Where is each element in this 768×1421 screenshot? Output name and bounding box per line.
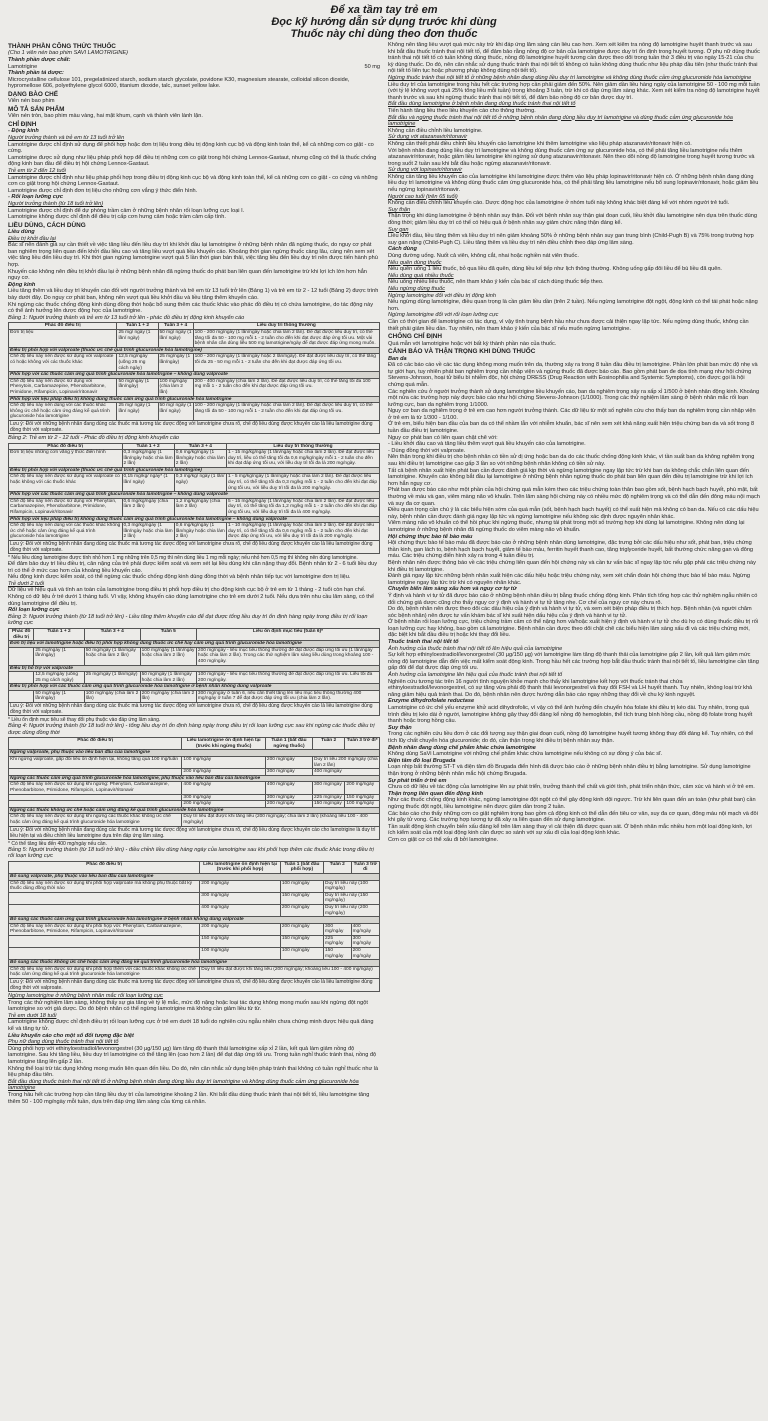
description-title: MÔ TẢ SẢN PHẨM: [8, 105, 65, 113]
epilepsy-caution-text3: Tần suất động kinh chuyển biến xấu đáng kể trên lâm sàng thay vì cải thiện đã được quan sát. Ở bệnh nhân mắc nhiều hơn một loại động kinh, lợi ích kiểm soát của một loại động kinh cần được so sánh với sự xấu đi của loại động kinh khác.: [388, 823, 752, 837]
table-header: Tuần 3 + 4: [174, 443, 226, 450]
table3: [8, 628, 380, 716]
rash-text9: Điều quan trọng cần chú ý là các biểu hiện sớm của quá mẫn (sốt, bệnh hạch bạch huyết) có thể xuất hiện mà không có ban da. Nếu có các dấu hiệu này, bệnh nhân cần được đánh giá ngay lập tức và ngừng lamotrigine nếu không xác định được nguyên nhân khác.: [388, 507, 759, 520]
left-column: [8, 42, 380, 1417]
stop-use-text2: Cần có thời gian để lamotrigine có tác dụng, vì vậy tình trạng bệnh hầu như chưa được cải thiện ngay lập tức. Nếu ngừng dùng thuốc, không cần thiết phải giảm liều dần. Tuy nhiên, nên tham khảo ý kiến của bác sĩ nếu muốn ngừng lamotrigine.: [388, 318, 749, 332]
description-text: Viên nén tròn, bao phim màu vàng, hai mặt khum, cạnh và thành viên lành lặn.: [8, 113, 203, 120]
rash-text5: Nguy cơ phát ban có liên quan chặt chẽ với:: [388, 434, 498, 441]
table-row: Chế độ liều này nên được sử dụng với valproate có hoặc không với các thuốc khác 0,15 mg/kg/ ngày* (1 lần/ ngày) 0,3 mg/kg/ ngày (1 lần/ ngày) 1 - 5 mg/kg/ngày (1 lần/ngày hoặc chia làm 2 lần). Để đạt được liều duy trì, có thể tăng tối đa 0,3 mg/kg mỗi 1 - 2 tuần cho đến khi đạt đáp ứng tối ưu, với liều duy trì tối đa là 200 mg/ngày.: [9, 474, 380, 492]
table-row: 200 mg/ngày 300 mg/ngày 400 mg/ngày: [9, 769, 380, 776]
table-header: Liều lamotrigine ổn định hiện tại (trước khi phối hợp): [200, 861, 281, 873]
table-row: 12,5 mg/ngày (uống 25 mg cách ngày) 25 mg/ngày (1 lần/ngày) 50 mg/ngày (1 lần/ngày hoặc chia làm 2 lần) 100 mg/ngày - liều mục tiêu thông thường để đạt được đáp ứng tối ưu. Liều tối đa 200 mg/ngày.: [9, 672, 380, 684]
table2-footnote: * Nếu liều dùng lamotrigine được tính nhỏ hơn 1 mg những trên 0,5 mg thì nên dùng liều 1 mg mỗi ngày; nếu nhỏ hơn 0,5 mg thì không nên dùng lamotrigine.: [8, 555, 358, 561]
epilepsy-text2: Khi ngừng các thuốc chống động kinh dùng đồng thời hoặc bổ sung thêm các thuốc khác vào phác đồ điều trị có chứa lamotrigine, do tác động này có thể ảnh hưởng lên dược động học của lamotrigine.: [8, 301, 374, 315]
hlh-text3: Đánh giá ngay lập tức những bệnh nhân xuất hiện các dấu hiệu hoặc triệu chứng này, xem xét chẩn đoán hội chứng thực bào tế bào máu. Ngừng lamotrigine ngay lập tức trừ khi có nguyên nhân khác.: [388, 573, 750, 586]
after-table2: Để đảm bảo duy trì liều điều trị, cân nặng của trẻ phải được kiểm soát và xem xét lại liều dùng khi cân nặng thay đổi. Bệnh nhân từ 2 - 6 tuổi liều duy trì có thể ở mức cao hơn của khoảng liều khuyến cáo.: [8, 561, 378, 574]
under18-title: Trẻ em dưới 18 tuổi: [8, 1012, 57, 1019]
leaflet-header: [8, 4, 760, 40]
suicide-title: Chuyển biến lâm sàng xấu hơn và nguy cơ tự tử: [388, 586, 517, 593]
contraindication-text: Quá mẫn với lamotrigine hoặc với bất kỳ thành phần nào của thuốc.: [388, 340, 557, 347]
warnings-title: CẢNH BÁO VÀ THẬN TRỌNG KHI DÙNG THUỐC: [388, 348, 536, 356]
elderly-title: Người cao tuổi (trên 65 tuổi): [388, 193, 458, 200]
restart-title: Điều trị khởi đầu lại: [8, 235, 56, 242]
ind-adult-text: Lamotrigine được chỉ định sử dụng để phối hợp hoặc đơn trị liệu trong điều trị động kinh cục bộ và động kinh toàn thể, kể cả những cơn co giật - co cứng.: [8, 141, 374, 155]
table-section: Bổ sung valproate, phụ thuộc vào liều ban đầu của lamotrigine: [9, 873, 380, 880]
table-header: Tuần 1 (bắt đầu phối hợp): [280, 861, 323, 873]
special-pop-title: Liều khuyến cáo cho một số đối tượng đặc biệt: [8, 1032, 134, 1039]
administration-title: Cách dùng: [388, 246, 417, 253]
rash-text6: Nên thận trọng khi điều trị cho bệnh nhân có tiền sử dị ứng hoặc ban da do các thuốc chống động kinh khác, vì tần suất ban da không nghiêm trọng sau khi điều trị lamotrigine cao gấp 3 lần so với những bệnh nhân không có tiền sử này.: [388, 454, 755, 468]
active-name: Lamotrigine: [8, 63, 38, 70]
development-text: Chưa có dữ liệu về tác động của lamotrigine lên sự phát triển, trưởng thành thể chất và giới tính, phát triển nhận thức, cảm xúc và hành vi ở trẻ em.: [388, 784, 755, 791]
atazanavir-title: Sử dụng với atazanavir/ritonavir: [388, 134, 468, 141]
epilepsy-caution-text2: Các báo cáo cho thấy những cơn co giật nghiêm trọng bao gồm cả động kinh có thể dẫn đến tiêu cơ vân, suy đa cơ quan, đông máu nội mạch và đôi khi gây tử vong. Các trường hợp tương tự đã xảy ra liên quan đến sử dụng lamotrigine.: [388, 810, 758, 824]
lamotrigine-start-text: Tiến hành tăng liều theo liều khuyến cáo cho thông thường.: [388, 107, 536, 114]
table-header: Tuần 3 trở đi*: [345, 738, 380, 750]
rash-text8: Phát ban được báo cáo như một phần của hội chứng quá mẫn kèm theo các triệu chứng toàn thân bao gồm sốt, bệnh hạch bạch huyết, phù mặt, bất thường về máu và gan, viêm màng não vô khuẩn. Trên lâm sàng hội chứng này có nhiều mức độ nghiêm trọng và có thể dẫn đến đông máu nội mạch và suy đa cơ quan.: [388, 487, 760, 507]
hlh-text2: Bệnh nhân nên được thông báo về các triệu chứng liên quan đến hội chứng này và cần tư vấn bác sĩ ngay lập tức nếu gặp phải các triệu chứng này khi điều trị lamotrigine.: [388, 559, 756, 573]
contraceptive-text: Sự kết hợp ethinyloestradiol/levonorgestrel (30 µg/150 µg) với lamotrigine làm tăng độ thanh thải của lamotrigine gấp 2 lần, kết quả làm giảm mức nồng độ lamotrigine dẫn đến việc mất kiểm soát động kinh. Trong hầu hết các trường hợp bắt đầu thuốc tránh thai nội tiết tố, liều lamotrigine cần tăng gấp đôi để đạt được đáp ứng tối ưu.: [388, 652, 759, 672]
table-section: Bổ sung các thuốc không ức chế hoặc cảm ứng đáng kể quá trình glucuronide hóa lamotrigine: [9, 960, 380, 967]
excipient-text: Microcrystalline cellulose 101, pregelatinized starch, sodium starch glycolate, povidone K30, magnesium stearate, colloidal silicon dioxide, hypromellose 606, polyethylene glycol 6000, titanium dioxide, talc, sunset yellow lake.: [8, 76, 350, 90]
table4-footnote: * Có thể tăng liều đến 400 mg/ngày nếu cần.: [8, 840, 107, 847]
table-row: Chế độ liều này nên được sử dụng với Phenytoin, Carbamazepine, Phenobarbitone, Primidone, Rifampicin, Lopinavir/ritonavir 0,6 mg/kg/ngày (chia làm 2 lần) 1,2 mg/kg/ngày (chia làm 2 lần) 5 - 15 mg/kg/ngày (1 lần/ngày hoặc chia làm 2 lần). Để đạt được liều duy trì, có thể tăng tối đa 1,2 mg/kg mỗi 1 - 2 tuần cho đến khi đạt đáp ứng tối ưu, với liều duy trì tối đa là 400 mg/ngày.: [9, 498, 380, 516]
table3-title: Bảng 3: Người trưởng thành (từ 18 tuổi trở lên) - Liều tăng thêm khuyến cáo để đạt được tổng liều duy trì ổn định hàng ngày trong điều trị rối loạn lưỡng cực: [8, 613, 368, 627]
development-title: Sự phát triển ở trẻ em: [388, 777, 447, 784]
contraceptive-title: Thuốc tránh thai nội tiết tố: [388, 639, 459, 646]
table-row: 300 mg/ngày 150 mg/ngày Duy trì liều này (150 mg/ngày): [9, 892, 380, 904]
special-pop-text2: Không thể loại trừ tác dụng không mong muốn liên quan đến liều. Do đó, nên cân nhắc sử dụng biện pháp tránh thai không có tuần nghỉ thuốc như là liệu pháp đầu tiên.: [8, 1065, 379, 1079]
table-header: Tuần 3 trở đi: [351, 861, 379, 873]
table2-title: Bảng 2: Trẻ em từ 2 - 12 tuổi - Phác đồ điều trị động kinh khuyến cáo: [8, 434, 180, 441]
lopinavir-text: Không cần tăng liều khuyến cáo của lamotrigine khi lamotrigine được thêm vào liệu pháp lopinavir/ritonavir hiện có. Ở những bệnh nhân đang dùng liều duy trì lamotrigine và không dùng thuốc cảm ứng glucuronide hóa, có thể phải tăng liều lamotrigine nếu bổ sung lopinavir/ritonavir, hoặc giảm liều nếu ngừng lopinavir/ritonavir.: [388, 173, 759, 194]
missed-dose-text: Nếu quên uống 1 liều thuốc, bỏ qua liều đã quên, dùng liều kế tiếp như lịch thông thường. Không uống gấp đôi liều để bù liều đã quên.: [388, 266, 722, 273]
warning-children: Để xa tầm tay trẻ em: [330, 4, 438, 16]
table-header: Liều ổn định mục tiêu (tuần 6)*: [196, 628, 379, 640]
table-section: Ngừng các thuốc không ức chế hoặc cảm ứng đáng kể quá trình glucuronide hóa lamotrigine: [9, 807, 380, 814]
dosage-title: LIỀU DÙNG, CÁCH DÙNG: [8, 221, 86, 229]
restart-text: Bác sĩ nên đánh giá sự cần thiết về việc tăng liều đến liều duy trì khi khởi đầu lại lamotrigine ở những bệnh nhân đã ngừng thuốc, do nguy cơ phát ban nghiêm trọng liên quan đến khởi đầu liều cao và tăng liều vượt quá liều khuyến cáo. Khoảng thời gian ngừng thuốc càng lâu, càng nên xem xét việc tăng liều đến liều duy trì. Khi thời gian ngừng lamotrigine vượt quá 5 lần thời gian bán thải, việc tăng liều đến liều duy trì nên được tiến hành phù hợp.: [8, 242, 378, 269]
stop-use-sub: Ngừng lamotrigine đối với điều trị động kinh: [388, 292, 496, 299]
ind-bipolar-text2: Lamotrigine không được chỉ định để điều trị cấp cơn hưng cảm hoặc trầm cảm cấp tính.: [8, 214, 226, 221]
special-pop-text: Dùng phối hợp với ethinyloestradiol/levonorgestrel (30 µg/150 µg) làm tăng độ thanh thải lamotrigine xấp xỉ 2 lần, kết quả làm giảm nồng độ lamotrigine. Sau khi tăng liều, liều duy trì lamotrigine có thể tăng lên (cao hơn 2 lần) để đạt đáp ứng tối ưu. Trong tuần nghỉ thuốc tránh thai, nồng độ lamotrigine tăng lên gấp 2 lần.: [8, 1045, 377, 1065]
table-header: Tuần 3 + 4: [84, 628, 140, 640]
renal-warn-title: Suy thận: [388, 724, 412, 731]
rash-text3: Nguy cơ ban da nghiêm trọng ở trẻ em cao hơn người trưởng thành. Các dữ liệu từ một số nghiên cứu cho thấy ban da nghiêm trọng cần nhập viện ở trẻ em là từ 1/300 - 1/100.: [388, 408, 756, 421]
stop-bipolar-text: Trong các thử nghiệm lâm sàng, không thấy sự gia tăng về tỷ lệ mắc, mức độ nặng hoặc loại tác dụng không mong muốn sau khi ngừng đột ngột lamotrigine so với giả dược. Do đó bệnh nhân có thể ngừng lamotrigine mà không cần giảm liều từ từ.: [8, 999, 368, 1013]
table-header: Tuần 3 + 4: [158, 323, 193, 330]
epilepsy-text: Liều tăng thêm và liều duy trì khuyến cáo đối với người trưởng thành và trẻ em từ 13 tuổi trở lên (Bảng 1) và trẻ em từ 2 - 12 tuổi (Bảng 2) được trình bày dưới đây. Do nguy cơ phát ban, không nên vượt quá liều khởi đầu và liều tăng thêm khuyến cáo.: [8, 288, 379, 302]
active-title: Thành phần dược chất:: [8, 57, 71, 63]
ind-epilepsy: - Động kinh: [8, 128, 39, 135]
stop-use-sub2: Ngừng lamotrigine đối với rối loạn lưỡng cực: [388, 312, 499, 319]
active-row: [8, 64, 380, 71]
table-section: Ngừng valproate, phụ thuộc vào liều ban đầu của lamotrigine: [9, 750, 380, 757]
table-row: Khi ngừng valproate, gấp đôi liều ổn định hiện tại, không tăng quá 100 mg/tuần 100 mg/ngày 200 mg/ngày Duy trì liều 200 mg/ngày (chia làm 2 lần): [10, 757, 378, 768]
stop-use-text: Nếu ngừng dùng lamotrigine, điều quan trọng là cần giảm liều dần (trên 2 tuần). Nếu ngừng lamotrigine đột ngột, động kinh có thể tái phát hoặc nặng hơn.: [388, 299, 758, 312]
special-pop-sub2: Bắt đầu dùng thuốc tránh thai nội tiết tố ở những bệnh nhân đang dùng liều duy trì lamotrigine và không dùng thuốc cảm ứng glucuronide hóa lamotrigine: [8, 1078, 359, 1092]
rash-text4: Ở trẻ em, biểu hiện ban đầu của ban da có thể nhầm lẫn với nhiễm khuẩn, bác sĩ nên xem xét khả năng xuất hiện triệu chứng ban da và sốt trong 8 tuần đầu điều trị lamotrigine.: [388, 421, 755, 435]
after-table2b: Nếu động kinh được kiểm soát, có thể ngừng các thuốc chống động kinh dùng đồng thời và bệnh nhân tiếp tục với lamotrigine đơn trị liệu.: [8, 574, 351, 581]
table-section: Điều trị phối hợp với các thuốc cảm ứng quá trình glucuronide hóa lamotrigine ở bệnh nhân không dùng valproate: [9, 684, 380, 691]
ind-bipolar-sub: Người trưởng thành (từ 18 tuổi trở lên): [8, 200, 104, 207]
table-header: Liều duy trì thông thường: [193, 323, 379, 330]
hormonal-cont-text: Không nên tăng liều vượt quá mức này trừ khi đáp ứng lâm sàng cần liều cao hơn. Xem xét kiểm tra nồng độ lamotrigine huyết thanh trước và sau khi bắt đầu thuốc tránh thai nội tiết tố, để đảm bảo rằng nồng độ cơ bản của lamotrigine được duy trì ổn định trong huyết tương. Ở phụ nữ dùng thuốc tránh thai nội tiết tố có tuần không dùng thuốc, nồng độ lamotrigine huyết tương cần được theo dõi trong tuần thứ 3 điều trị vào ngày 15-21 của chu kỳ dùng thuốc. Do đó, nên cân nhắc sử dụng thuốc tránh thai nội tiết tố không có tuần không dùng thuốc như liệu pháp đầu tiên (như thuốc tránh thai nội tiết tố liên tục hoặc phương pháp không dùng nội tiết tố).: [388, 42, 760, 75]
table-header: Tuần 5: [140, 628, 196, 640]
table-row: Chế độ liều này nên được sử dụng khi phối hợp thêm với các thuốc khác không ức chế hoặc cảm ứng đáng kể quá trình glucuronide hóa lamotrigine Duy trì liều đạt được khi tăng liều (200 mg/ngày; khoảng liều 100 - 400 mg/ngày): [9, 966, 380, 978]
brugada-title: Điện tâm đồ loại Brugada: [388, 757, 456, 764]
hlh-title: Hội chứng thực bào tế bào máu: [388, 533, 473, 540]
table-row: 100 mg/ngày 100 mg/ngày 150 mg/ngày 200 mg/ngày: [9, 948, 380, 960]
table-header: Tuần 2: [313, 738, 345, 750]
hepatic-text: Liều khởi đầu, liều tăng thêm và liều duy trì nên giảm khoảng 50% ở những bệnh nhân suy gan trung bình (Child-Pugh B) và 75% trong trường hợp suy gan nặng (Child-Pugh C). Liều tăng thêm và liều duy trì nên điều chỉnh theo đáp ứng lâm sàng.: [388, 233, 754, 246]
table-row: Chế độ liều này nên dùng với các thuốc khác không ức chế hoặc cảm ứng đáng kể quá trình glucuronide hóa lamotrigine 25 mg/ ngày (1 lần/ ngày) 50 mg/ ngày (1 lần/ ngày) 100 - 200 mg/ngày (1 lần/ngày hoặc chia làm 2 lần). Để đạt được liều duy trì, có thể tăng tối đa 50 - 100 mg mỗi 1 - 2 tuần cho đến khi đạt đáp ứng tối ưu.: [9, 403, 380, 421]
rash-title: Ban da: [388, 355, 407, 362]
table-row: Chế độ liều này nên được sử dụng khi ngừng các thuốc khác không ức chế hoặc cảm ứng đáng kể quá trình glucuronide hóa lamotrigine Duy trì liều đạt được khi tăng liều (200 mg/ngày; chia làm 2 lần) (khoảng liều 100 - 400 mg/ngày): [9, 814, 380, 826]
overdose-text: Nếu uống nhiều liều thuốc, nên tham khảo ý kiến của bác sĩ cách dùng thuốc tiếp theo.: [388, 279, 604, 286]
inducer-title: Bắt đầu và ngừng thuốc tránh thai nội tiết tố ở những bệnh nhân đang dùng liều duy trì lamotrigine và dùng thuốc cảm ứng glucuronide hóa lamotrigine: [388, 114, 733, 128]
ind-child: Trẻ em từ 2 đến 12 tuổi: [8, 167, 66, 174]
elderly-text: Không cần điều chỉnh liều khuyến cáo. Dược động học của lamotrigine ở nhóm tuổi này không khác biệt đáng kể với nhóm người trẻ tuổi.: [388, 200, 730, 207]
under18-text: Lamotrigine không được chỉ định điều trị rối loạn lưỡng cực ở trẻ em dưới 18 tuổi do nghiên cứu ngẫu nhiên chưa chứng minh được hiệu quả đáng kể và tăng tự tử.: [8, 1019, 374, 1032]
composition-sub: (Cho 1 viên nén bao phim SAVI LAMOTRIGINE): [8, 50, 129, 57]
table-row: 200 mg/ngày 200 mg/ngày 150 mg/ngày 100 mg/ngày: [9, 801, 380, 808]
excipient-title: Thành phần tá dược:: [8, 70, 64, 77]
contraceptive-sub2: Ảnh hưởng của lamotrigine lên hiệu quả của thuốc tránh thai nội tiết tố: [388, 672, 563, 679]
table-section: Điều trị phối hợp với valproate (thuốc ức chế quá trình glucuronide hóa lamotrigine): [9, 347, 380, 354]
table4: [8, 737, 380, 839]
form-title: DẠNG BÀO CHẾ: [8, 90, 59, 98]
table-row: Đơn trị liệu những cơn vắng ý thức điển hình 0,3 mg/kg/ngày (1 lần/ngày hoặc chia làm 2 lần) 0,6 mg/kg/ngày (1 lần/ngày hoặc chia làm 2 lần) 1 - 15 mg/kg/ngày (1 lần/ngày hoặc chia làm 2 lần). Để đạt được liều duy trì, liều có thể tăng tối đa 0,6 mg/kg/ngày mỗi 1 - 2 tuần cho đến khi đạt đáp ứng tối ưu, với liều duy trì tối đa là 200 mg/ngày.: [9, 450, 380, 468]
warning-prescription: Thuốc này chỉ dùng theo đơn thuốc: [290, 28, 478, 40]
table5-title: Bảng 5: Người trưởng thành (từ 18 tuổi trở lên) - điều chỉnh liều dùng hàng ngày của lamotrigine sau khi phối hợp thêm các thuốc khác trong điều trị rối loạn lưỡng cực: [8, 846, 374, 860]
contraindication-title: CHỐNG CHỈ ĐỊNH: [388, 333, 442, 341]
indication-title: CHỈ ĐỊNH: [8, 120, 37, 128]
hepatic-title: Suy gan: [388, 226, 409, 233]
ind-child-text: Lamotrigine được chỉ định như liệu pháp phối hợp trong điều trị động kinh cục bộ và động kinh toàn thể, kể cả những cơn co giật - co cứng và những cơn co giật trong hội chứng Lennox-Gastaut.: [8, 174, 378, 188]
suicide-text: Ý định và hành vi tự tử đã được báo cáo ở những bệnh nhân điều trị bằng thuốc chống động kinh. Phân tích tổng hợp các thử nghiệm ngẫu nhiên có đối chứng giả dược cũng cho thấy nguy cơ ý định và hành vi tự tử tăng nhẹ. Cơ chế của nguy cơ này chưa rõ.: [388, 592, 758, 606]
ind-bipolar-text: Lamotrigine được chỉ định để dự phòng trầm cảm ở những bệnh nhân rối loạn lưỡng cực loại I.: [8, 207, 245, 214]
table-row: Chế độ liều này nên được sử dụng với Phenytoin, Carbamazepine, Phenobarbitone, Primidone, Rifampicin, Lopinavir/ritonavir 50 mg/ngày (1 lần/ngày) 100 mg/ngày (chia làm 2 lần) 200 - 400 mg/ngày (chia làm 2 lần). Để đạt được liều duy trì, có thể tăng tối đa 100 mg mỗi 1 - 2 tuần cho đến khi đạt được đáp ứng tối ưu.: [9, 378, 380, 396]
hlh-text: Hội chứng thực bào tế bào máu đã được báo cáo ở những bệnh nhân dùng lamotrigine, đặc trưng bởi các dấu hiệu như sốt, phát ban, triệu chứng thần kinh, gan lách to, bệnh hạch bạch huyết, giảm tế bào máu, ferritin huyết thanh cao, tăng triglyceride huyết, bất thường chức năng gan và đông máu. Các triệu chứng điển hình xảy ra trong 4 tuần điều trị.: [388, 540, 754, 560]
table-row: Chế độ liều này nên được sử dụng với valproate có hoặc không với các thuốc khác 12,5 mg/ngày (uống 25 mg cách ngày) 25 mg/ngày (1 lần/ngày) 100 - 200 mg/ngày (1 lần/ngày hoặc 2 lần/ngày). Để đạt được liều duy trì, có thể tăng tối đa 25 - 50 mg mỗi 1 - 2 tuần cho đến khi đạt được đáp ứng tối ưu.: [9, 354, 380, 372]
table-row: Chế độ liều này nên dùng với các thuốc khác không ức chế hoặc cảm ứng đáng kể quá trình glucuronide hóa lamotrigine 0,3 mg/kg/ngày (1 lần/ngày hoặc chia làm 2 lần) 0,6 mg/kg/ngày (1 lần/ngày hoặc chia làm 2 lần) 1 - 10 mg/kg/ngày (1 lần/ngày hoặc chia làm 2 lần). Để đạt được liều duy trì, có thể tăng tối đa 0,6 mg/kg mỗi 1 - 2 tuần cho đến khi đạt được đáp ứng tối ưu, với liều duy trì tối đa là 200 mg/ngày.: [9, 523, 380, 541]
contraceptive-sub: Ảnh hưởng của thuốc tránh thai nội tiết tố lên hiệu quả của lamotrigine: [388, 645, 563, 652]
table1-title: Bảng 1: Người trưởng thành và trẻ em từ 13 tuổi trở lên - phác đồ điều trị động kinh khuyến cáo: [8, 314, 245, 321]
bipolar-title: Rối loạn lưỡng cực: [8, 607, 60, 614]
table1: [8, 322, 380, 434]
special-pop-text3: Trong hầu hết các trường hợp cần tăng liều duy trì của lamotrigine khoảng 2 lần. Khi bắt đầu dùng thuốc tránh thai nội tiết tố, liều lamotrigine tăng thêm 50 - 100 mg/ngày mỗi tuần, dựa trên đáp ứng lâm sàng của từng cá nhân.: [8, 1091, 370, 1105]
table-section: Phối hợp với các thuốc cảm ứng quá trình glucuronide hóa lamotrigine – không dùng valproate: [9, 492, 380, 499]
suicide-text3: Ở bệnh nhân rối loạn lưỡng cực, triệu chứng trầm cảm có thể nặng hơn và/hoặc xuất hiện ý định và hành vi tự tử cho dù họ có dùng thuốc điều trị rối loạn lưỡng cực hay không, bao gồm cả lamotrigine. Bệnh nhân cần được theo dõi chặt chẽ các biểu hiện lâm sàng xấu đi và các triệu chứng mới, đặc biệt khi bắt đầu điều trị hoặc khi thay đổi liều.: [388, 619, 759, 639]
table-header: Phác đồ điều trị: [9, 628, 34, 640]
rash-text2: Các nghiên cứu ở người trưởng thành sử dụng lamotrigine liều khuyến cáo, ban da nghiêm trọng xảy ra xấp xỉ 1/500 ở bệnh nhân động kinh. Khoảng một nửa các trường hợp này được báo cáo như hội chứng Stevens-Johnson (1/1000). Trong các thử nghiệm lâm sàng ở bệnh nhân mắc rối loạn lưỡng cực, ban da nghiêm trọng 1/1000.: [388, 388, 760, 408]
hormonal-stop-title: Ngừng thuốc tránh thai nội tiết tố ở những bệnh nhân đang dùng liều duy trì lamotrigine và không dùng thuốc cảm ứng glucuronide hóa lamotrigine: [388, 74, 752, 81]
other-product-text: Không dùng SaVi Lamotrigine với những chế phẩm khác chứa lamotrigine nếu không có sự đồng ý của bác sĩ.: [388, 751, 663, 758]
suicide-text2: Do đó, bệnh nhân nên được theo dõi các dấu hiệu của ý định và hành vi tự tử, và xem xét biện pháp điều trị thích hợp. Bệnh nhân (và người chăm sóc bệnh nhân) nên được tư vấn khám bác sĩ khi xuất hiện dấu hiệu của ý định và hành vi tự tử.: [388, 606, 752, 619]
table-row: 150 mg/ngày 150 mg/ngày 225 mg/ngày 300 mg/ngày: [9, 935, 380, 947]
epilepsy-caution-text4: Cơn co giật cơ có thể xấu đi bởi lamotrigine.: [388, 836, 499, 843]
table-note: Lưu ý: Đối với những bệnh nhân đang dùng các thuốc mà tương tác dược động với lamotrigine chưa rõ, chế độ liều dùng được khuyến cáo là liều lamotrigine dùng đồng thời với valproate.: [9, 420, 380, 433]
renal-text: Thận trọng khi dùng lamotrigine ở bệnh nhân suy thận. Đối với bệnh nhân suy thận giai đoạn cuối, liều khởi đầu lamotrigine nên dựa trên thuốc dùng đồng thời; giảm liều duy trì có thể có hiệu quả ở bệnh nhân suy giảm chức năng thận đáng kể.: [388, 213, 757, 227]
table-header: Tuần 1 + 2: [122, 443, 174, 450]
table-section: Điều trị phối hợp với valproate (thuốc ức chế quá trình glucuronide hóa lamotrigine): [9, 467, 380, 474]
table-row: 25 mg/ngày (1 lần/ngày) 50 mg/ngày (1 lần/ngày hoặc chia làm 2 lần) 100 mg/ngày (1 lần/ngày hoặc chia làm 2 lần) 200 mg/ngày - liều mục tiêu thông thường để đạt được đáp ứng tối ưu (1 lần/ngày hoặc chia làm 2 lần). Trong các thử nghiệm lâm sàng liều dùng trong khoảng 100 - 400 mg/ngày.: [9, 647, 380, 665]
restart-text2: Khuyến cáo không nên điều trị khởi đầu lại ở những bệnh nhân đã ngừng thuốc do phát ban liên quan đến lamotrigine trừ khi lợi ích lớn hơn hẳn nguy cơ.: [8, 268, 367, 282]
table-section: Phối hợp với liệu pháp điều trị không dùng thuốc cảm ứng quá trình glucuronide hóa lamotrigine: [9, 396, 380, 403]
table-row: Chế độ liều này nên được sử dụng khi phối hợp với: Phenytoin, Carbamazepine, Phenobarbitone, Primidone, Rifampicin, Lopinavir/ritonavir 200 mg/ngày 200 mg/ngày 300 mg/ngày 400 mg/ngày: [9, 923, 380, 935]
table-header: Liều duy trì thông thường: [226, 443, 379, 450]
table-note: Lưu ý: Đối với những bệnh nhân đang dùng các thuốc mà tương tác dược động với lamotrigine chưa rõ, chế độ liều dùng được khuyến cáo là liều lamotrigine dùng đồng thời với valproate.: [9, 979, 380, 992]
table-note: Lưu ý: Đối với những bệnh nhân đang dùng các thuốc mà tương tác dược động với lamotrigine chưa rõ, chế độ liều dùng được khuyến cáo là liều lamotrigine dùng đồng thời với valproate.: [9, 703, 380, 716]
other-product-title: Bệnh nhân đang dùng chế phẩm khác chứa lamotrigine: [388, 744, 536, 751]
table-section: Đơn trị liệu với lamotrigine hoặc điều trị phối hợp không dùng thuốc ức chế hay cảm ứng quá trình glucuronide hóa lamotrigine: [9, 641, 380, 648]
lamotrigine-start-title: Bắt đầu dùng lamotrigine ở bệnh nhân đang dùng thuốc tránh thai nội tiết tố: [388, 101, 576, 108]
dhfr-text: Lamotrigine có ức chế yếu enzyme khử acid dihydrofolic, vì vậy có thể ảnh hưởng đến chuyển hóa folate khi điều trị kéo dài. Tuy nhiên, trong quá trình điều trị kéo dài ở người, lamotrigine không gây thay đổi đáng kể nồng độ hemoglobin, thể tích trung bình hồng cầu, nồng độ folate trong huyết thanh hoặc trong hồng cầu.: [388, 705, 753, 725]
table4-title: Bảng 4: Người trưởng thành (từ 18 tuổi trở lên) - tổng liều duy trì ổn định hàng ngày trong điều trị rối loạn lưỡng cực sau khi ngừng các thuốc điều trị được dùng đồng thời: [8, 723, 375, 736]
form-text: Viên nén bao phim: [8, 98, 55, 105]
table-header: Phác đồ điều trị: [9, 443, 123, 450]
rash-list: - Liều khởi đầu cao và tăng liều thêm vượt quá liều khuyến cáo của lamotrigine. - Dùng đồng thời với valproate.: [388, 441, 586, 454]
table-row: Chế độ liều này nên được sử dụng khi phối hợp valproate mà không phụ thuộc bất kỳ thuốc dùng đồng thời nào 200 mg/ngày 100 mg/ngày Duy trì liều này (100 mg/ngày): [9, 880, 380, 892]
epilepsy-title: Động kinh: [8, 281, 36, 288]
special-pop-sub: Phụ nữ đang dùng thuốc tránh thai nội tiết tố: [8, 1039, 119, 1046]
dhfr-title: Enzyme dihydrofolate reductase: [388, 698, 475, 705]
ind-adult: Người trưởng thành và trẻ em từ 13 tuổi trở lên: [8, 134, 125, 141]
table-section: Ngừng các thuốc cảm ứng quá trình glucuronide hóa lamotrigine, phụ thuộc vào liều ban đầu của lamotrigine: [9, 775, 380, 782]
table-header: Tuần 1 + 2: [117, 323, 158, 330]
administration-text: Dùng đường uống. Nuốt cả viên, không cắt, nhai hoặc nghiền nát viên thuốc.: [388, 253, 579, 259]
active-dose: 50 mg: [364, 63, 380, 70]
epilepsy-caution-text: Như các thuốc chống động kinh khác, ngừng lamotrigine đột ngột có thể gây động kinh dội ngược. Trừ khi liên quan đến an toàn (như phát ban) cần ngừng thuốc đột ngột, liều lamotrigine nên được giảm dần trong 2 tuần.: [388, 797, 756, 810]
overdose-title: Nếu dùng quá nhiều thuốc: [388, 272, 454, 279]
contraceptive-text2: Nghiên cứu tương tác trên 16 người tình nguyện khỏe mạnh cho thấy khi lamotrigine kết hợp với thuốc tránh thai chứa ethinyloestradiol/levonorgestrel, có sự tăng vừa phải độ thanh thải levonorgestrel và thay đổi FSH và LH huyết thanh. Tuy nhiên, không loại trừ khả năng giảm hiệu quả tránh thai. Do đó, bệnh nhân nên được hướng dẫn báo cáo ngay những thay đổi về chu kỳ kinh nguyệt.: [388, 678, 753, 698]
rash-text10: Viêm màng não vô khuẩn có thể hồi phục khi ngừng thuốc, nhưng tái phát trong một số trường hợp khi dùng lại lamotrigine. Không nên dùng lại lamotrigine ở những bệnh nhân đã ngừng thuốc do viêm màng não vô khuẩn.: [388, 520, 745, 533]
table-row: Chế độ liều này nên được sử dụng khi ngừng: Phenytoin, Carbamazepine, Phenobarbitone, Primidone, Rifampicin, Lopinavir/ritonavir 400 mg/ngày 400 mg/ngày 300 mg/ngày 200 mg/ngày: [9, 782, 380, 794]
right-column: [388, 42, 760, 1417]
stop-bipolar-title: Ngừng lamotrigine ở những bệnh nhân mắc rối loạn lưỡng cực: [8, 993, 163, 1000]
inducer-text: Không cần điều chỉnh liều lamotrigine.: [388, 127, 483, 134]
table-header: Tuần 2: [323, 861, 351, 873]
table-section: Phối hợp với các thuốc cảm ứng quá trình glucuronide hóa lamotrigine – không dùng valproate: [9, 372, 380, 379]
table-header: Phác đồ điều trị: [9, 323, 117, 330]
table5: [8, 861, 380, 992]
under2-title: Trẻ dưới 2 tuổi: [8, 580, 45, 587]
warning-read: Đọc kỹ hướng dẫn sử dụng trước khi dùng: [271, 16, 497, 28]
table-header: Phác đồ điều trị: [9, 861, 200, 873]
table-section: Điều trị hỗ trợ với valproate: [9, 665, 380, 672]
hormonal-stop-text: Liều duy trì của lamotrigine trong hầu hết các trường hợp cần phải giảm đến 50%. Nên giảm dần liều hàng ngày của lamotrigine 50 - 100 mg mỗi tuần (với tỷ lệ không vượt quá 25% tổng liều mỗi tuần) trong khoảng 3 tuần, trừ khi có đáp ứng lâm sàng khác. Xem xét kiểm tra nồng độ lamotrigine huyết thanh trước và sau khi ngừng thuốc tránh thai nội tiết tố, để đảm bảo nồng độ cơ bản được duy trì.: [388, 81, 760, 101]
table-row: Đơn trị liệu 25 mg/ ngày (1 lần/ ngày) 50 mg/ ngày (1 lần/ ngày) 100 - 200 mg/ngày (1 lần/ngày hoặc chia làm 2 lần). Để đạt được liều duy trì, có thể tăng tối đa 50 - 100 mg mỗi 1 - 2 tuần cho đến khi đạt được đáp ứng tối ưu. Một vài bệnh nhân cần dùng liều 500 mg lamotrigine/ngày để đạt được đáp ứng mong muốn.: [9, 330, 380, 348]
ind-adult-text2: Lamotrigine được sử dụng như liệu pháp phối hợp để điều trị những cơn co giật trong hội chứng Lennox-Gastaut, nhưng cũng có thể là thuốc chống động kinh ban đầu để điều trị hội chứng Lennox-Gastaut.: [8, 154, 377, 168]
missed-dose-title: Nếu quên dùng thuốc: [388, 259, 442, 266]
epilepsy-caution-title: Thận trọng liên quan đến động kinh: [388, 790, 484, 797]
atazanavir-text: Không cần thiết phải điều chỉnh liều khuyến cáo lamotrigine khi thêm lamotrigine vào liệu pháp atazanavir/ritonavir hiện có.: [388, 140, 692, 147]
table-row: 50 mg/ngày (1 lần/ngày) 100 mg/ngày (chia làm 2 lần) 200 mg/ngày (chia làm 2 lần) 300 mg/ngày ở tuần 6, nếu cần thiết tăng lên liều mục tiêu thông thường 400 mg/ngày ở tuần 7 để đạt được đáp ứng tối ưu (chia làm 2 lần).: [9, 690, 380, 702]
dosage-sub: Liều dùng: [8, 229, 35, 236]
table-row: 400 mg/ngày 200 mg/ngày Duy trì liều này (200 mg/ngày): [9, 904, 380, 916]
table-row: 300 mg/ngày 300 mg/ngày 225 mg/ngày 150 mg/ngày: [9, 794, 380, 801]
table-note: Lưu ý: Đối với những bệnh nhân đang dùng các thuốc mà tương tác dược động với lamotrigine chưa rõ, chế độ liều dùng được khuyến cáo là liều lamotrigine dùng đồng thời với valproate.: [9, 541, 380, 554]
table-header: Tuần 1 (bắt đầu ngừng thuốc): [265, 738, 312, 750]
table2: [8, 443, 380, 555]
table-header: Liều lamotrigine ổn định hiện tại (trước khi ngừng thuốc): [182, 738, 266, 750]
rash-text7: Tất cả bệnh nhân xuất hiện phát ban cần được đánh giá kịp thời và ngừng lamotrigine ngay lập tức trừ khi ban da không chắc chắn liên quan đến lamotrigine. Khuyến cáo không bắt đầu lại lamotrigine ở những bệnh nhân ngừng thuốc do phát ban liên quan đến điều trị lamotrigine trừ khi lợi ích hơn hẳn nguy cơ.: [388, 467, 753, 487]
table-section: Phối hợp với liệu pháp điều trị không dùng thuốc cảm ứng quá trình glucuronide hóa lamotrigine – không dùng valproate: [9, 516, 380, 523]
renal-warn-text: Trong các nghiên cứu liều đơn ở các đối tượng suy thận giai đoạn cuối, nồng độ lamotrigine huyết tương không thay đổi đáng kể. Tuy nhiên, có thể tích lũy chất chuyển hóa glucuronide; do đó, cần thận trọng khi điều trị bệnh nhân suy thận.: [388, 731, 754, 744]
lopinavir-title: Sử dụng với lopinavir/ritonavir: [388, 167, 463, 174]
table-note: Lưu ý: Đối với những bệnh nhân đang dùng các thuốc mà tương tác dược động với lamotrigine chưa rõ, chế độ liều dùng được khuyến cáo cho lamotrigine là duy trì liều hiện tại và điều chỉnh liều lamotrigine dựa trên đáp ứng lâm sàng.: [9, 826, 380, 839]
atazanavir-text2: Với bệnh nhân đang dùng liều duy trì lamotrigine và không dùng thuốc cảm ứng sự glucuronide hóa, có thể phải tăng liều lamotrigine nếu thêm atazanavir/ritonavir, hoặc giảm liều lamotrigine khi ngừng sử dụng atazanavir/ritonavir. Nên theo dõi nồng độ lamotrigine trong huyết tương trước và trong suốt 2 tuần sau khi bắt đầu hoặc ngừng atazanavir/ritonavir.: [388, 147, 755, 167]
renal-title: Suy thận: [388, 206, 411, 213]
ind-bipolar: - Rối loạn lưỡng cực: [8, 194, 63, 201]
composition-title: THÀNH PHẦN CÔNG THỨC THUỐC: [8, 43, 116, 50]
stop-use-title: Nếu ngừng dùng thuốc: [388, 285, 446, 292]
under2-text: Dữ liệu về hiệu quả và tính an toàn của lamotrigine trong điều trị phối hợp điều trị cho động kinh cục bộ ở trẻ em từ 1 tháng - 2 tuổi còn hạn chế. Không có dữ liệu ở trẻ dưới 1 tháng tuổi. Vì vậy, không khuyến cáo dùng lamotrigine cho trẻ em dưới 2 tuổi. Nếu dựa trên nhu cầu lâm sàng, có thể dùng lamotrigine để điều trị.: [8, 587, 375, 607]
brugada-text: Loạn nhịp bất thường ST-T và điện tâm đồ Brugada điển hình đã được báo cáo ở những bệnh nhân điều trị bằng lamotrigine. Sử dụng lamotrigine thận trọng ở những bệnh nhân mắc hội chứng Brugada.: [388, 764, 751, 777]
table-header: Tuần 1 + 2: [34, 628, 84, 640]
table-header: Phác đồ điều trị: [9, 738, 182, 750]
ind-child-text2: Lamotrigine được chỉ định đơn trị liệu cho những cơn vắng ý thức điển hình.: [8, 187, 198, 194]
rash-text: Đã có các báo cáo về các tác dụng không mong muốn trên da, thường xảy ra trong 8 tuần đầu điều trị lamotrigine. Phần lớn phát ban mức độ nhẹ và tự giới hạn, tuy nhiên phát ban nghiêm trọng cần nhập viện và ngừng thuốc đã được báo cáo. Bao gồm phát ban đe dọa tính mạng như hội chứng Stevens-Johnson, hoại tử biểu bì nhiễm độc, hội chứng DRESS (Drug Reaction with Eosinophilia and Systemic Symptoms), còn được gọi là hội chứng quá mẫn.: [388, 362, 758, 388]
table-section: Bổ sung các thuốc cảm ứng quá trình glucuronide hóa lamotrigine ở bệnh nhân không dùng valproate: [9, 917, 380, 924]
table3-footnote: * Liều ổn định mục tiêu sẽ thay đổi phụ thuộc vào đáp ứng lâm sàng.: [8, 717, 161, 724]
